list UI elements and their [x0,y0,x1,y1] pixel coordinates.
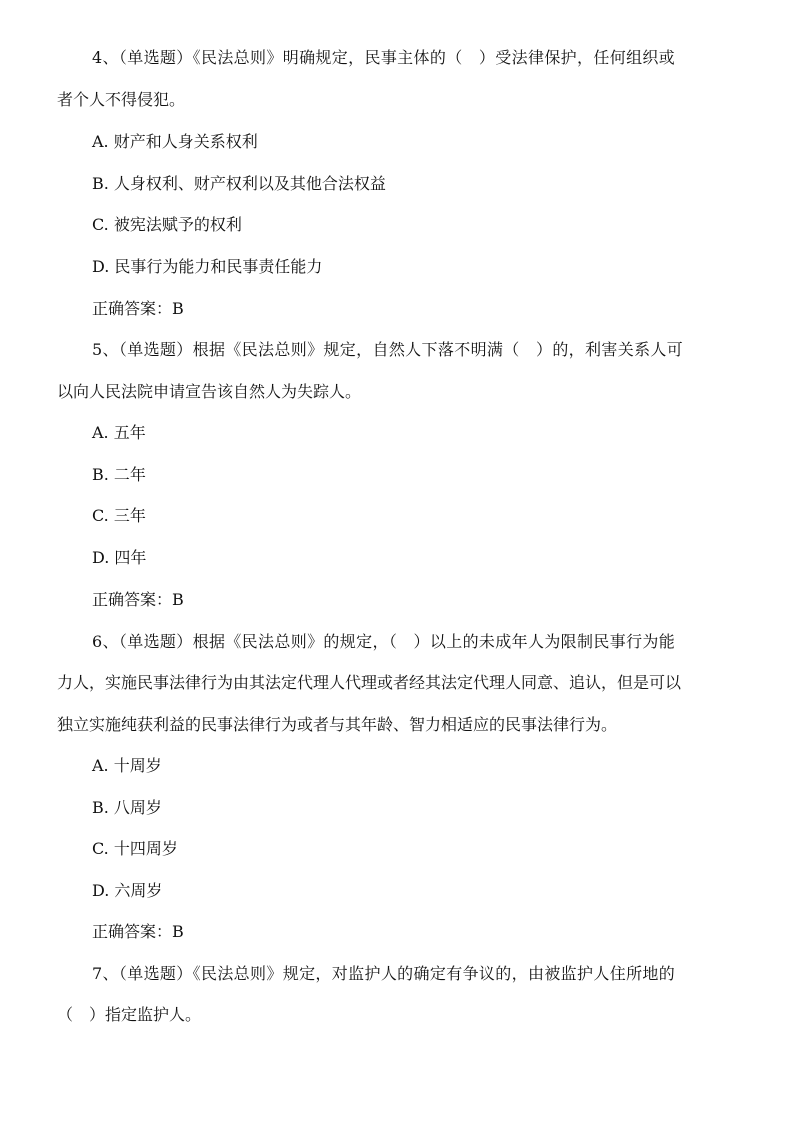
question-5-stem-line-1: 5、（单选题）根据《民法总则》规定，自然人下落不明满（ ）的，利害关系人可 [92,340,684,359]
question-4-answer: 正确答案：B [92,299,184,318]
question-5-option-c: C. 三年 [92,506,146,525]
question-7-stem-line-2: （ ）指定监护人。 [57,1005,202,1024]
question-6-option-a: A. 十周岁 [92,756,162,775]
question-6-option-d: D. 六周岁 [92,881,163,900]
question-5-option-d: D. 四年 [92,548,147,567]
question-7-stem-line-1: 7、（单选题）《民法总则》规定，对监护人的确定有争议的，由被监护人住所地的 [92,964,676,983]
question-6-option-b: B. 八周岁 [92,798,162,817]
question-4-stem-line-2: 者个人不得侵犯。 [57,90,186,109]
question-5-stem-line-2: 以向人民法院申请宣告该自然人为失踪人。 [57,382,362,401]
question-5-option-a: A. 五年 [92,423,146,442]
question-5-option-b: B. 二年 [92,465,146,484]
question-6-stem-line-3: 独立实施纯获利益的民事法律行为或者与其年龄、智力相适应的民事法律行为。 [57,715,618,734]
question-6-stem-line-1: 6、（单选题）根据《民法总则》的规定，（ ）以上的未成年人为限制民事行为能 [92,632,676,651]
question-5-answer: 正确答案：B [92,590,184,609]
question-4-option-d: D. 民事行为能力和民事责任能力 [92,257,323,276]
question-4-option-a: A. 财产和人身关系权利 [92,132,258,151]
question-4-stem-line-1: 4、（单选题）《民法总则》明确规定，民事主体的（ ）受法律保护，任何组织或 [92,48,676,67]
question-4-option-c: C. 被宪法赋予的权利 [92,215,242,234]
question-6-answer: 正确答案：B [92,922,184,941]
question-6-stem-line-2: 力人，实施民事法律行为由其法定代理人代理或者经其法定代理人同意、追认，但是可以 [57,673,682,692]
question-6-option-c: C. 十四周岁 [92,839,178,858]
question-4-option-b: B. 人身权利、财产权利以及其他合法权益 [92,174,386,193]
